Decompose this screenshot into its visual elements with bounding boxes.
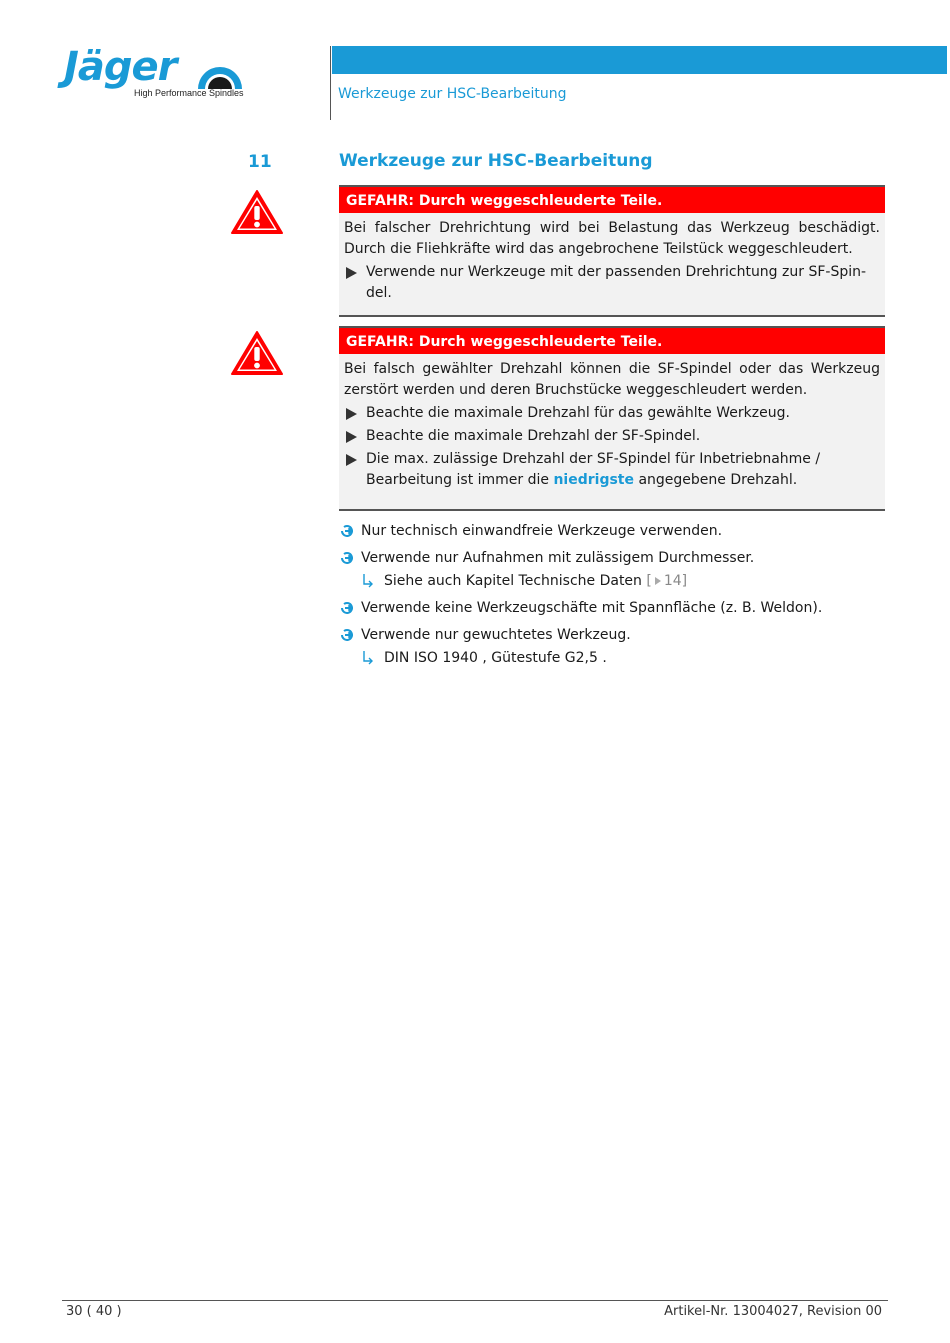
danger-step <box>339 260 885 304</box>
header-divider <box>330 46 331 120</box>
warning-triangle-icon <box>230 330 284 376</box>
page-ref-triangle-icon <box>654 576 662 586</box>
danger-description: Bei falscher Drehrichtung wird bei Belastung das Werkzeug beschädigt. Durch die Fliehkräfte wird das angebrochene Teilstück weggeschleudert. <box>344 220 880 257</box>
danger-step-text: Beachte die maximale Drehzahl der SF-Spindel. <box>366 428 701 444</box>
step-triangle-icon <box>346 408 357 420</box>
result-arrow-icon <box>361 573 375 589</box>
chapter-title: Werkzeuge zur HSC-Bearbeitung <box>339 151 653 171</box>
list-item-text: Verwende nur Aufnahmen mit zulässigem Durchmesser. <box>361 550 755 566</box>
list-item <box>339 521 899 542</box>
list-item <box>339 598 899 619</box>
danger-step-text-after: angegebene Drehzahl. <box>634 472 798 488</box>
list-item-text: Nur technisch einwandfreie Werkzeuge verwenden. <box>361 523 723 539</box>
step-triangle-icon <box>346 454 357 466</box>
step-triangle-icon <box>346 267 357 279</box>
result-text: Siehe auch Kapitel Technische Daten <box>384 573 642 589</box>
circle-arrow-icon <box>339 628 353 642</box>
danger-step-text: Beachte die maximale Drehzahl für das gewählte Werkzeug. <box>366 405 790 421</box>
instruction-list <box>339 521 899 675</box>
footer-divider <box>62 1300 888 1301</box>
result-text: DIN ISO 1940 , Gütestufe G2,5 . <box>384 650 607 666</box>
danger-step <box>339 424 885 447</box>
highlight-lowest: niedrigste <box>553 472 634 488</box>
running-header-title: Werkzeuge zur HSC-Bearbeitung <box>338 86 567 102</box>
page-number: 30 ( 40 ) <box>66 1304 122 1319</box>
circle-arrow-icon <box>339 601 353 615</box>
spindle-dome-icon <box>196 64 244 90</box>
logo-wordmark: Jäger <box>64 44 177 90</box>
result-item <box>339 648 899 669</box>
list-item-text: Verwende nur gewuchtetes Werkzeug. <box>361 627 631 643</box>
logo-tagline: High Performance Spindles <box>134 88 244 98</box>
list-item <box>339 548 899 569</box>
danger-step <box>339 401 885 424</box>
danger-step-text: Verwende nur Werkzeuge mit der passenden Drehrichtung zur SF-Spindel. <box>366 264 867 301</box>
danger-step <box>339 447 885 491</box>
danger-panel-rotation <box>339 185 885 317</box>
list-item-text: Verwende keine Werkzeugschäfte mit Spannfläche (z. B. Weldon). <box>361 600 823 616</box>
header-bar <box>332 46 947 74</box>
circle-arrow-icon <box>339 524 353 538</box>
company-logo <box>64 44 254 104</box>
danger-heading: GEFAHR: Durch weggeschleuderte Teile. <box>339 326 885 354</box>
circle-arrow-icon <box>339 551 353 565</box>
danger-description: Bei falsch gewählter Drehzahl können die SF-Spindel oder das Werkzeug zerstört werden und deren Bruchstücke weggeschleudert werden. <box>344 361 880 398</box>
article-number: Artikel-Nr. 13004027, Revision 00 <box>664 1304 882 1319</box>
result-item <box>339 571 899 592</box>
step-triangle-icon <box>346 431 357 443</box>
list-item <box>339 625 899 646</box>
chapter-number: 11 <box>248 152 272 172</box>
result-arrow-icon <box>361 650 375 666</box>
page-reference-link[interactable]: [ 14] <box>646 573 688 589</box>
danger-step-text-before: Die max. zulässige Drehzahl der SF-Spindel für Inbetriebnahme / Bearbeitung ist immer die <box>366 451 821 488</box>
danger-panel-speed <box>339 326 885 511</box>
danger-heading: GEFAHR: Durch weggeschleuderte Teile. <box>339 185 885 213</box>
warning-triangle-icon <box>230 189 284 235</box>
